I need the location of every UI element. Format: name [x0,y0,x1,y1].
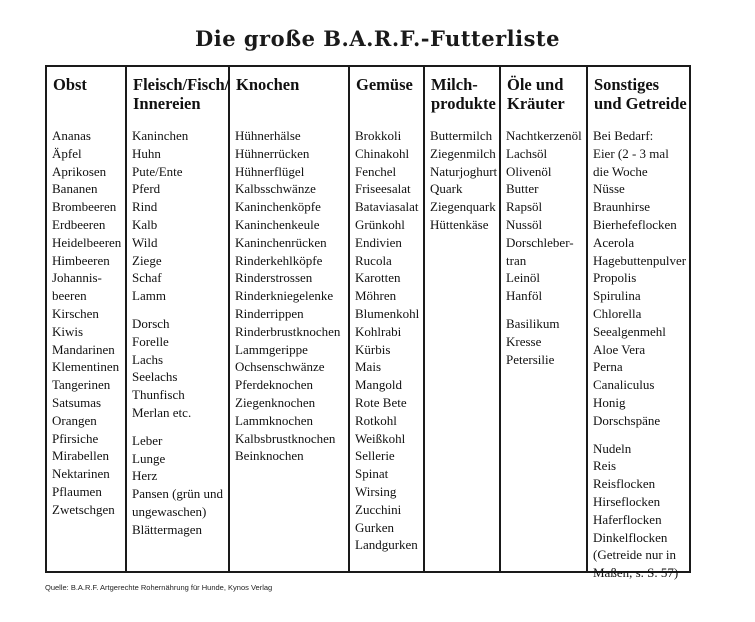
list-item: Kresse [506,333,542,349]
list-item: Seealgenmehl [593,323,666,339]
column-header: Öle und Kräuter [507,75,565,113]
list-item: Rucola [355,252,392,268]
list-item: Beinknochen [235,448,304,464]
list-item: Bierhefeflocken [593,216,677,232]
list-item: Ochsenschwänze [235,359,325,375]
list-item: Pfirsiche [52,430,99,446]
list-item: Dinkelflocken [593,529,668,545]
list-item: Mais [355,359,381,375]
list-item: Rotkohl [355,412,397,428]
list-item: Wild [132,234,158,250]
list-item: Zwetschgen [52,501,115,517]
column-0 [47,67,127,571]
list-item: Nektarinen [52,466,110,482]
list-item: Rinderbrustknochen [235,323,341,339]
list-item: Landgurken [355,537,418,553]
list-item: Himbeeren [52,252,110,268]
list-item: Brombeeren [52,199,117,215]
source-note: Quelle: B.A.R.F. Artgerechte Rohernährung für Hunde, Kynos Verlag [45,583,273,592]
list-item: Gurken [355,519,394,535]
list-item: Huhn [132,145,161,161]
column-items [430,127,497,234]
list-item: Johannis- [52,270,102,286]
list-item: Basilikum [506,315,560,331]
list-item: Blättermagen [132,521,203,537]
list-item: Forelle [132,333,169,349]
list-item: Kalbsbrustknochen [235,430,336,446]
list-item: Lammknochen [235,412,313,428]
list-item: Eier (2 - 3 mal [593,145,669,161]
column-header: Fleisch/Fisch/ Innereien [133,75,230,113]
list-item: Äpfel [52,145,82,161]
page-title: Die große B.A.R.F.-Futterliste [195,26,560,51]
list-item: Hirseflocken [593,493,661,509]
list-item: Rinderkniegelenke [235,288,334,304]
list-item: Kaninchenkeule [235,216,320,232]
list-item: Weißkohl [355,430,406,446]
list-item: Sellerie [355,448,395,464]
column-items [355,127,421,554]
list-item: Seelachs [132,369,178,385]
column-4 [425,67,501,571]
list-item [506,305,584,315]
list-item: Ananas [52,128,91,143]
list-item: Lachs [132,351,164,367]
list-item: Rinderstrossen [235,270,313,286]
list-item: Friseesalat [355,181,411,197]
list-item: Kürbis [355,341,391,357]
list-item: Ziegenquark [430,199,496,215]
list-item: Spirulina [593,288,641,304]
list-item: Lachsöl [506,145,548,161]
list-item: Maßen, s. S. 57) [593,565,679,581]
list-item: Haferflocken [593,511,662,527]
list-item: Dorschleber- [506,234,574,250]
list-item [132,305,226,315]
list-item: Nüsse [593,181,625,197]
list-item: Nudeln [593,440,632,456]
list-item: Mandarinen [52,341,115,357]
column-items [593,127,687,582]
list-item: Wirsing [355,483,397,499]
list-item: Lammgerippe [235,341,308,357]
list-item: Bataviasalat [355,199,419,215]
list-item: Blumenkohl [355,305,420,321]
list-item: Dorsch [132,315,170,331]
list-item: Hühnerflügel [235,163,305,179]
list-item: Acerola [593,234,635,250]
list-item: Pansen (grün und [132,486,223,502]
column-items [235,127,346,465]
list-item: Ziegenknochen [235,394,316,410]
list-item: Butter [506,181,539,197]
list-item: Petersilie [506,351,555,367]
list-item: Hühnerrücken [235,145,310,161]
list-item: Erdbeeren [52,216,106,232]
list-item: Herz [132,468,158,484]
list-item [132,422,226,432]
list-item: Olivenöl [506,163,552,179]
list-item: Leber [132,432,163,448]
list-item: beeren [52,288,87,304]
list-item: Merlan etc. [132,404,192,420]
list-item: Heidelbeeren [52,234,122,250]
list-item: Rapsöl [506,199,543,215]
list-item: Aloe Vera [593,341,646,357]
list-item: Leinöl [506,270,540,286]
list-item: Kalb [132,216,158,232]
list-item: Chinakohl [355,145,410,161]
list-item: Hühnerhälse [235,128,301,143]
list-item: Hagebuttenpulver [593,252,687,268]
column-header: Gemüse [356,75,413,94]
list-item: Thunfisch [132,387,185,403]
list-item: Karotten [355,270,401,286]
column-6 [588,67,689,581]
list-item: Aprikosen [52,163,107,179]
list-item: Kiwis [52,323,84,339]
list-item: Canaliculus [593,377,655,393]
list-item: Nussöl [506,216,543,232]
list-item: Kaninchenrücken [235,234,327,250]
column-header: Milch- produkte [431,75,496,113]
list-item: Pflaumen [52,483,102,499]
list-item: Mangold [355,377,402,393]
column-5 [501,67,588,571]
list-item: Honig [593,394,626,410]
column-3 [350,67,425,571]
list-item: Bananen [52,181,98,197]
list-item: Fenchel [355,163,397,179]
list-item: Rinderrippen [235,305,304,321]
list-item: Rinderkehlköpfe [235,252,323,268]
column-2 [230,67,350,571]
list-item: Kalbsschwänze [235,181,316,197]
list-item: die Woche [593,163,648,179]
column-items [132,127,226,539]
list-item: Rote Bete [355,394,407,410]
list-item [593,430,687,440]
list-item: Bei Bedarf: [593,128,654,143]
column-items [52,127,123,519]
list-item: Reis [593,458,617,474]
list-item: Lamm [132,288,166,304]
list-item: Brokkoli [355,128,402,143]
list-item: tran [506,252,527,268]
column-1 [127,67,230,571]
column-header: Knochen [236,75,300,94]
list-item: Spinat [355,466,389,482]
list-item: Buttermilch [430,128,493,143]
list-item: Kirschen [52,305,99,321]
list-item: Pferdeknochen [235,377,313,393]
list-item: Lunge [132,450,166,466]
list-item: Hüttenkäse [430,216,489,232]
list-item: (Getreide nur in [593,547,677,563]
list-item: Naturjoghurt [430,163,498,179]
list-item: Orangen [52,412,97,428]
list-item: Hanföl [506,288,543,304]
list-item: Quark [430,181,463,197]
column-header: Sonstiges und Getreide [594,75,687,113]
list-item: Dorschspäne [593,412,661,428]
list-item: Ziegenmilch [430,145,496,161]
list-item: Kohlrabi [355,323,402,339]
list-item: Reisflocken [593,476,656,492]
list-item: Grünkohl [355,216,405,232]
list-item: Ziege [132,252,162,268]
list-item: Pute/Ente [132,163,183,179]
food-table [45,65,691,581]
list-item: Klementinen [52,359,120,375]
list-item: Nachtkerzenöl [506,128,582,143]
list-item: Möhren [355,288,397,304]
list-item: Chlorella [593,305,642,321]
list-item: Tangerinen [52,377,111,393]
list-item: ungewaschen) [132,503,207,519]
list-item: Kaninchen [132,128,189,143]
list-item: Perna [593,359,623,375]
list-item: Propolis [593,270,637,286]
list-item: Endivien [355,234,402,250]
list-item: Mirabellen [52,448,110,464]
list-item: Braunhirse [593,199,651,215]
list-item: Zucchini [355,501,402,517]
list-item: Kaninchenköpfe [235,199,321,215]
list-item: Schaf [132,270,162,286]
list-item: Satsumas [52,394,102,410]
list-item: Pferd [132,181,161,197]
column-header: Obst [53,75,87,94]
column-items [506,127,584,368]
list-item: Rind [132,199,158,215]
